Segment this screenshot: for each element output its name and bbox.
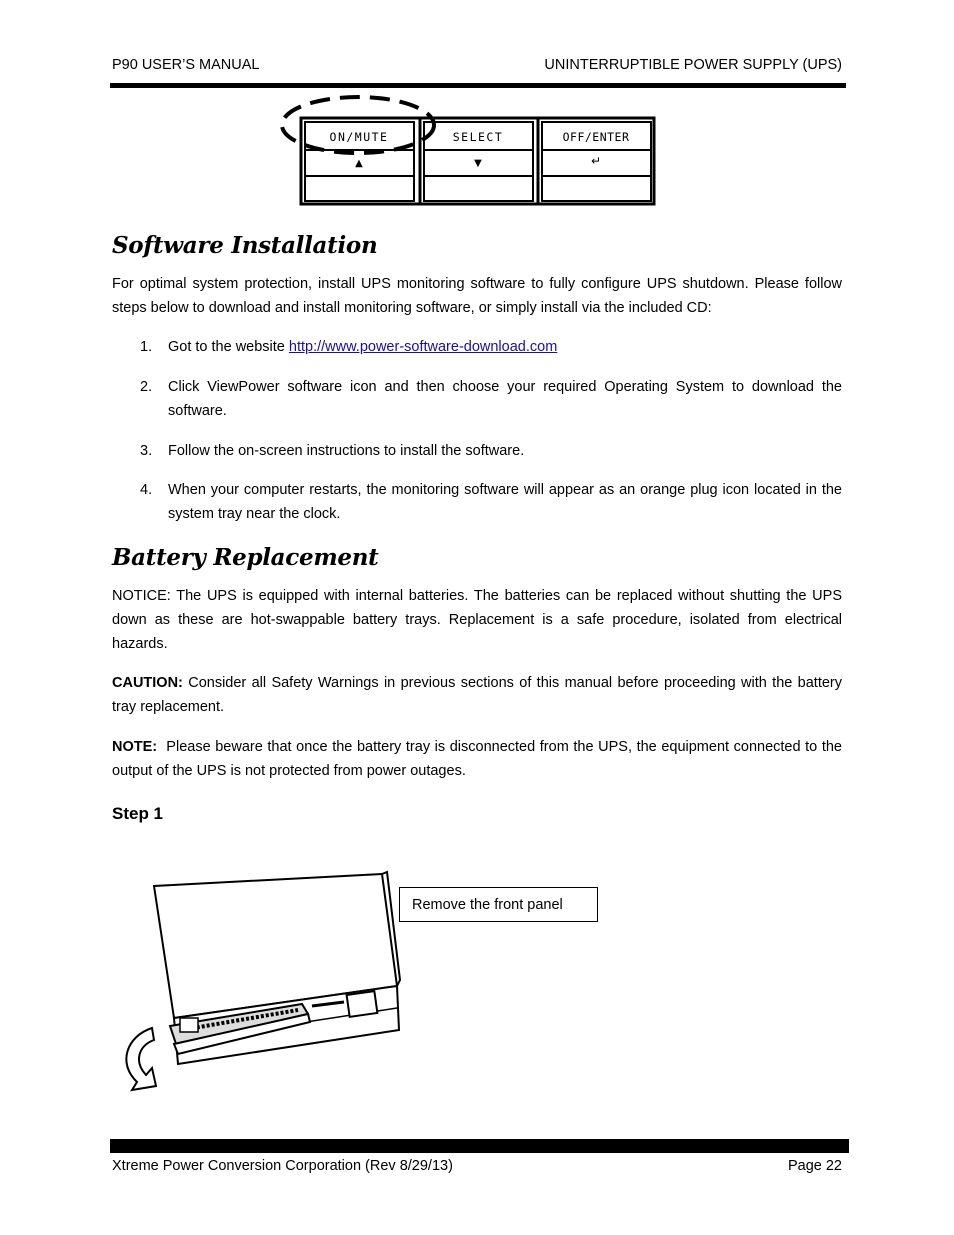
- off-enter-label: OFF/ENTER: [562, 130, 630, 144]
- list-text: Click ViewPower software icon and then choose your required Operating System to download the software.: [168, 379, 842, 419]
- note-label: NOTE:: [112, 739, 158, 755]
- up-arrow-icon: ▲: [355, 158, 363, 169]
- caution-text: Consider all Safety Warnings in previous sections of this manual before proceeding with the battery tray replacement.: [112, 675, 842, 715]
- control-panel-illustration: [270, 93, 660, 208]
- list-number: 4.: [140, 482, 153, 498]
- battery-replacement-heading: Battery Replacement: [112, 544, 379, 571]
- step-1-heading: Step 1: [112, 804, 164, 823]
- footer-page-number: Page 22: [787, 1158, 842, 1174]
- caution-paragraph: [112, 671, 842, 719]
- header-manual-title: P90 USER’S MANUAL: [112, 57, 260, 73]
- list-number: 2.: [140, 379, 153, 395]
- select-button-graphic: [424, 122, 533, 201]
- software-section: [112, 234, 842, 258]
- note-paragraph: [112, 735, 847, 783]
- footer-rule: [110, 1139, 849, 1153]
- on-mute-button-graphic: [305, 122, 414, 201]
- software-intro-paragraph: For optimal system protection, install UPS monitoring software to fully configure UPS shutdown. Please follow steps below to download and install monitoring software, or simply install via the included CD:: [112, 276, 842, 316]
- off-enter-button-graphic: [542, 122, 651, 201]
- download-link[interactable]: http://www.power-software-download.com: [288, 339, 558, 355]
- software-installation-heading: Software Installation: [112, 232, 378, 259]
- list-number: 1.: [140, 339, 153, 355]
- notice-paragraph: NOTICE: The UPS is equipped with internal batteries. The batteries can be replaced without shutting the UPS down as these are hot-swappable battery trays. Replacement is a safe procedure, isolated from electrical hazards.: [112, 588, 842, 652]
- footer-company-revision: Xtreme Power Conversion Corporation (Rev 8/29/13): [112, 1158, 453, 1174]
- select-label: SELECT: [452, 130, 504, 144]
- list-text: When your computer restarts, the monitoring software will appear as an orange plug icon located in the system tray near the clock.: [168, 482, 842, 522]
- down-arrow-icon: ▼: [474, 158, 482, 169]
- curved-arrow-icon: [126, 1028, 156, 1090]
- on-mute-label: ON/MUTE: [329, 130, 389, 144]
- ups-front-panel-illustration: [112, 868, 402, 1096]
- caution-label: CAUTION:: [112, 675, 183, 691]
- remove-front-panel-callout: Remove the front panel: [399, 887, 598, 922]
- header-rule: [110, 83, 846, 88]
- list-number: 3.: [140, 443, 153, 459]
- enter-arrow-icon: ↵: [590, 154, 602, 168]
- note-text: Please beware that once the battery tray is disconnected from the UPS, the equipment connected to the output of the UPS is not protected from power outages.: [112, 739, 847, 779]
- list-text: Follow the on-screen instructions to install the software.: [168, 443, 525, 459]
- list-text: Got to the website: [168, 339, 289, 355]
- header-document-subject: UNINTERRUPTIBLE POWER SUPPLY (UPS): [544, 57, 842, 73]
